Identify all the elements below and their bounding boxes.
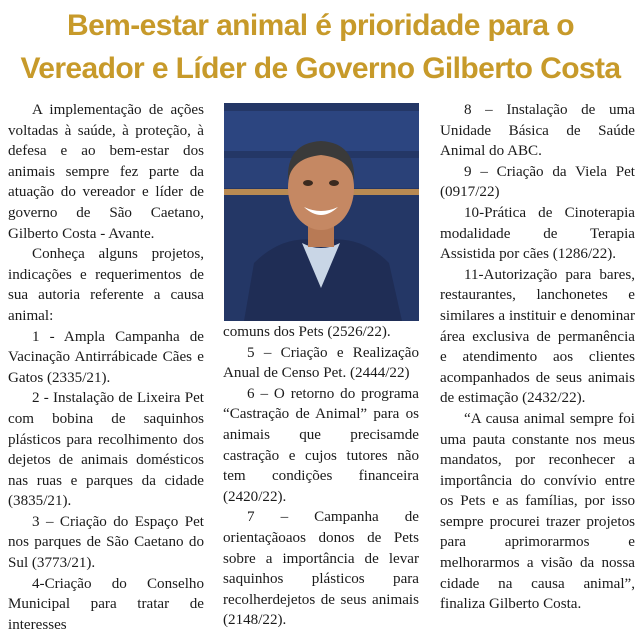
headline: [0, 4, 641, 90]
paragraph: 11-Autorização para bares, restaurantes, lanchonetes e similares a instituir e denominar área exclusiva de permanência e atendimento aos clientes acompanhados de seus animais de estimação (2432/22).: [440, 266, 635, 407]
paragraph: 6 – O retorno do programa “Castração de Animal” para os animais que precisamde castração e cujos tutores não tem condições financeira (2420/22).: [223, 385, 419, 505]
article-column-1: [8, 100, 204, 635]
paragraph: 1 - Ampla Campanha de Vacinação Antirrábicade Cães e Gatos (2335/21).: [8, 328, 204, 386]
article-column-3: [440, 100, 635, 615]
paragraph: comuns dos Pets (2526/22).: [223, 324, 391, 340]
paragraph: 7 – Campanha de orientaçãoaos donos de Pets sobre a importância de levar saquinhos plásticos para recolherdejetos de seus animais (2148/22).: [223, 509, 419, 629]
paragraph: 2 - Instalação de Lixeira Pet com bobina de saquinhos plásticos para recolhimento dos dejetos de animais domésticos nas ruas e parques da cidade (3835/21).: [8, 390, 204, 510]
headline-line-2: Vereador e Líder de Governo Gilberto Costa: [20, 52, 621, 85]
paragraph: 8 – Instalação de uma Unidade Básica de Saúde Animal do ABC.: [440, 102, 635, 160]
paragraph: 10-Prática de Cinoterapia modalidade de Terapia Assistida por cães (1286/22).: [440, 204, 635, 263]
paragraph: “A causa animal sempre foi uma pauta constante nos meus mandatos, por reconhecer a importância do convívio entre os Pets e as famílias, por isso sempre procurei trazer projetos para aprimorarmos e melhorarmos a visão da nossa cidade na causa animal”, finaliza Gilberto Costa.: [440, 410, 635, 613]
portrait-photo-icon: [224, 103, 419, 321]
paragraph: 4-Criação do Conselho Municipal para tratar de interesses: [8, 575, 204, 633]
paragraph: A implementação de ações voltadas à saúde, à proteção, à defesa e ao bem-estar dos animais sempre fez parte da atuação do vereador e líder de governo de São Caetano, Gilberto Costa - Avante.: [8, 102, 204, 242]
paragraph: Conheça alguns projetos, indicações e requerimentos de sua autoria referente a causa animal:: [8, 246, 204, 324]
paragraph: 3 – Criação do Espaço Pet nos parques de São Caetano do Sul (3773/21).: [8, 513, 204, 572]
portrait-photo: [224, 103, 419, 321]
article-column-2: [223, 322, 419, 631]
paragraph: 9 – Criação da Viela Pet (0917/22): [440, 163, 635, 201]
paragraph: 5 – Criação e Realização Anual de Censo Pet. (2444/22): [223, 344, 419, 382]
headline-line-1: Bem-estar animal é prioridade para o: [67, 9, 574, 42]
